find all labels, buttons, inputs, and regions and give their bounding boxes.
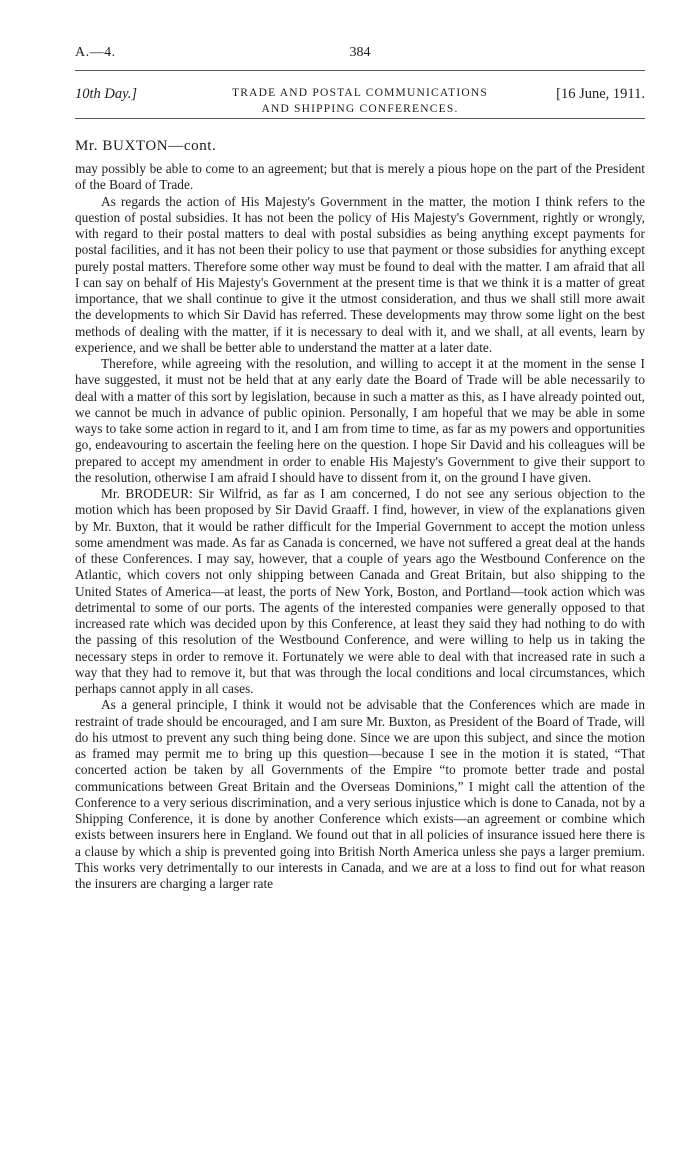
header-title bbox=[205, 85, 515, 117]
body-text bbox=[75, 161, 645, 892]
paragraph: may possibly be able to come to an agreement; but that is merely a pious hope on the part of the President of the Board of Trade. bbox=[75, 161, 645, 193]
paragraph: Therefore, while agreeing with the resolution, and willing to accept it at the moment in the sense I have suggested, it must not be held that at any early date the Board of Trade will be able necessarily to deal with a matter of this sort by legislation, because in such a matter as this, as I have already pointed out, we cannot be much in advance of public opinion. Personally, I am hopeful that we may be able in some ways to take some action in regard to it, and I am from time to time, as far as my powers and opportunities go, endeavouring to ascertain the feeling here on the question. I hope Sir David and his colleagues will be prepared to accept my amendment in order to enable His Majesty's Government to give their support to the resolution, otherwise I am afraid I should have to dissent from it, on the ground I have given. bbox=[75, 356, 645, 485]
document-reference: A.—4. bbox=[75, 45, 116, 60]
header-rule-bottom bbox=[75, 118, 645, 119]
header-title-line-1: TRADE AND POSTAL COMMUNICATIONS bbox=[232, 87, 488, 99]
paragraph: As regards the action of His Majesty's Government in the matter, the motion I think refers to the question of postal subsidies. It has not been the policy of His Majesty's Government, rightly or wrongly, with regard to their postal matters to deal with postal subsidies as being anything except payments for postal facilities, and it has not been their policy to use that payment or those subsidies for anything except purely postal matters. Therefore some other way must be found to deal with the matter. I am afraid that all I can say on behalf of His Majesty's Government at the present time is that we think it is a matter of great importance, that we shall continue to give it the utmost consideration, and thus we shall still more await the developments to which Sir David has referred. These developments may throw some light on the best methods of dealing with the matter, if it is necessary to deal with it, and we shall, at all events, learn by experience, and we shall be better able to understand the matter at a later date. bbox=[75, 193, 645, 355]
page-number: 384 bbox=[349, 45, 371, 60]
paragraph: Mr. BRODEUR: Sir Wilfrid, as far as I am concerned, I do not see any serious objection to the motion which has been proposed by Sir David Graaff. I find, however, in view of the explanations given by Mr. Buxton, that it would be rather difficult for the Imperial Government to accept the motion unless some amendment was made. As far as Canada is concerned, we have not suffered a great deal at the hands of these Conferences. I may say, however, that a couple of years ago the Westbound Conference on the Atlantic, which covers not only shipping between Canada and Great Britain, but also shipping to the United States of America—at least, the ports of New York, Boston, and Portland—took action which was detrimental to some of our ports. The agents of the interested companies were generally opposed to that increased rate which was decided upon by this Conference, at least they said they had nothing to do with the passing of this resolution of the Westbound Conference, and were willing to help us in taking the necessary steps in order to remove it. Fortunately we were able to deal with that increased rate in such a way that they had to remove it, but that was through the local conditions and local circumstances, which perhaps cannot apply in all cases. bbox=[75, 486, 645, 696]
speaker-label: Mr. BUXTON—cont. bbox=[75, 138, 217, 154]
header-rule-top bbox=[75, 70, 645, 71]
header-date: [16 June, 1911. bbox=[556, 86, 645, 102]
section-header bbox=[75, 70, 645, 120]
paragraph: As a general principle, I think it would not be advisable that the Conferences which are made in restraint of trade should be encouraged, and I am sure Mr. Buxton, as President of the Board of Trade, will do his utmost to prevent any such thing being done. Since we are upon this subject, and since the motion as framed may permit me to bring up this question—because I see in the motion it is stated, “That concerted action be taken by all Governments of the Empire “to promote better trade and postal communications between Great Britain and the Overseas Dominions,” I might call the attention of the Conference to a very serious discrimination, and a very serious injustice which is done to Canada, not by a Shipping Conference, it is done by another Conference which exists—an agreement or combine which exists between insurers here in England. We found out that in all policies of insurance issued here there is a clause by which a ship is prevented going into British North America unless she pays a larger premium. This works very detrimentally to our interests in Canada, and we are at a loss to find out for what reason the insurers are charging a larger rate bbox=[75, 697, 645, 891]
running-head bbox=[75, 45, 645, 61]
header-title-line-2: AND SHIPPING CONFERENCES. bbox=[261, 103, 459, 115]
header-day: 10th Day.] bbox=[75, 86, 138, 102]
